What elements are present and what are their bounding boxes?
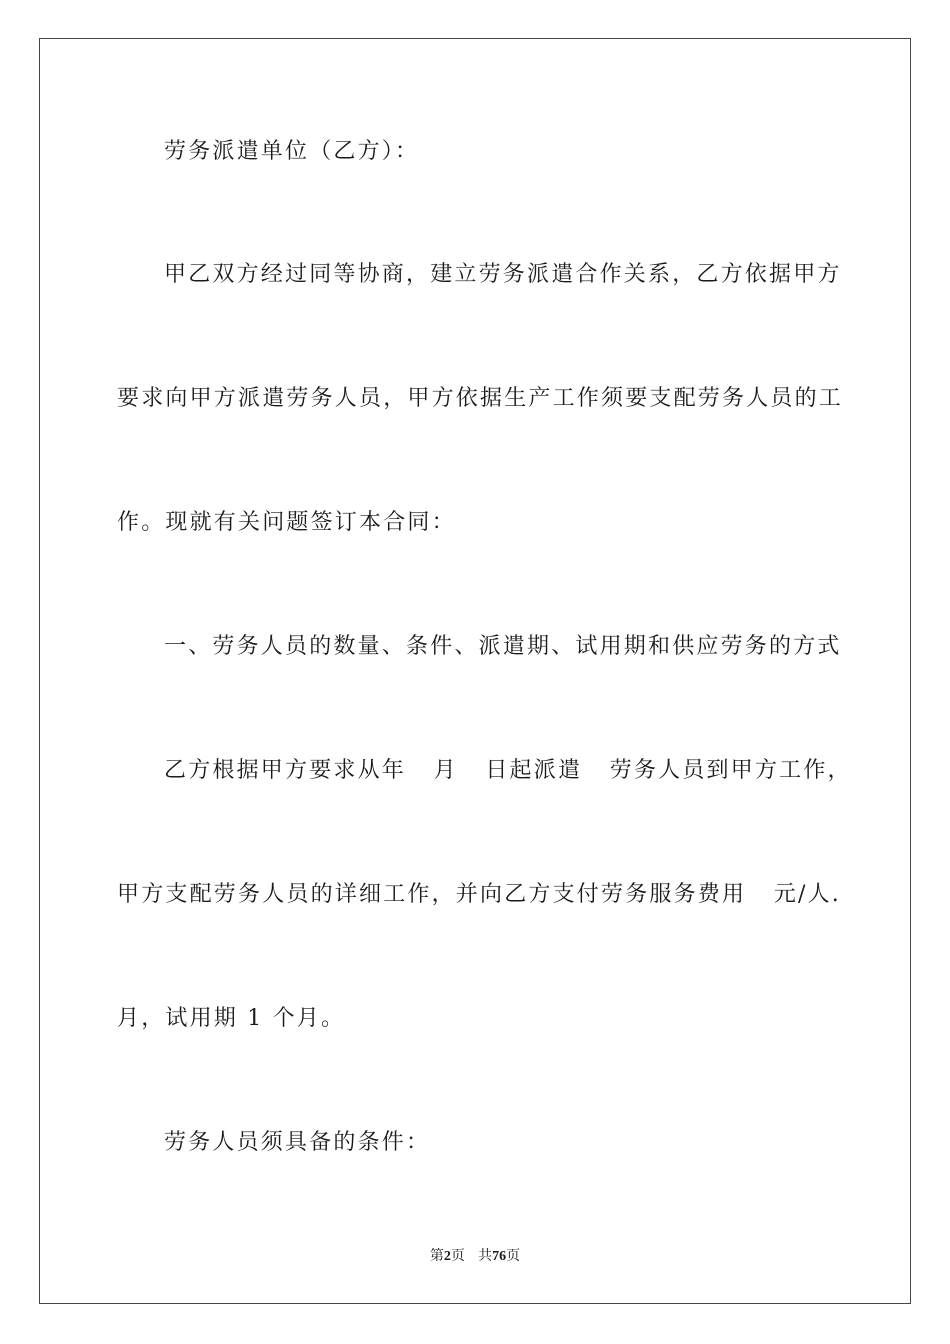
text-line-3: 要求向甲方派遣劳务人员，甲方依据生产工作须要支配劳务人员的工 <box>117 386 844 411</box>
text-line-1: 劳务派遣单位（乙方）： <box>164 139 420 164</box>
page-border <box>39 38 911 1304</box>
footer-total-suffix: 页 <box>506 1248 521 1264</box>
text-line-8: 月，试用期 1 个月。 <box>117 1006 346 1031</box>
footer-total-prefix: 共 <box>478 1248 493 1264</box>
footer-page-number: 2 <box>443 1249 451 1264</box>
section-heading-1: 一、劳务人员的数量、条件、派遣期、试用期和供应劳务的方式 <box>164 634 842 659</box>
text-line-2: 甲乙双方经过同等协商，建立劳务派遣合作关系，乙方依据甲方 <box>164 262 842 287</box>
text-line-4: 作。现就有关问题签订本合同： <box>117 510 456 535</box>
footer-page-prefix: 第 <box>429 1248 444 1264</box>
text-line-9: 劳务人员须具备的条件： <box>164 1130 431 1155</box>
footer-total-pages: 76 <box>492 1249 507 1264</box>
footer-page-suffix: 页 <box>450 1248 465 1264</box>
page-footer <box>0 1246 950 1267</box>
text-line-6: 乙方根据甲方要求从年 月 日起派遣 劳务人员到甲方工作， <box>164 758 852 783</box>
text-line-7: 甲方支配劳务人员的详细工作，并向乙方支付劳务服务费用 元/人. <box>117 882 841 907</box>
